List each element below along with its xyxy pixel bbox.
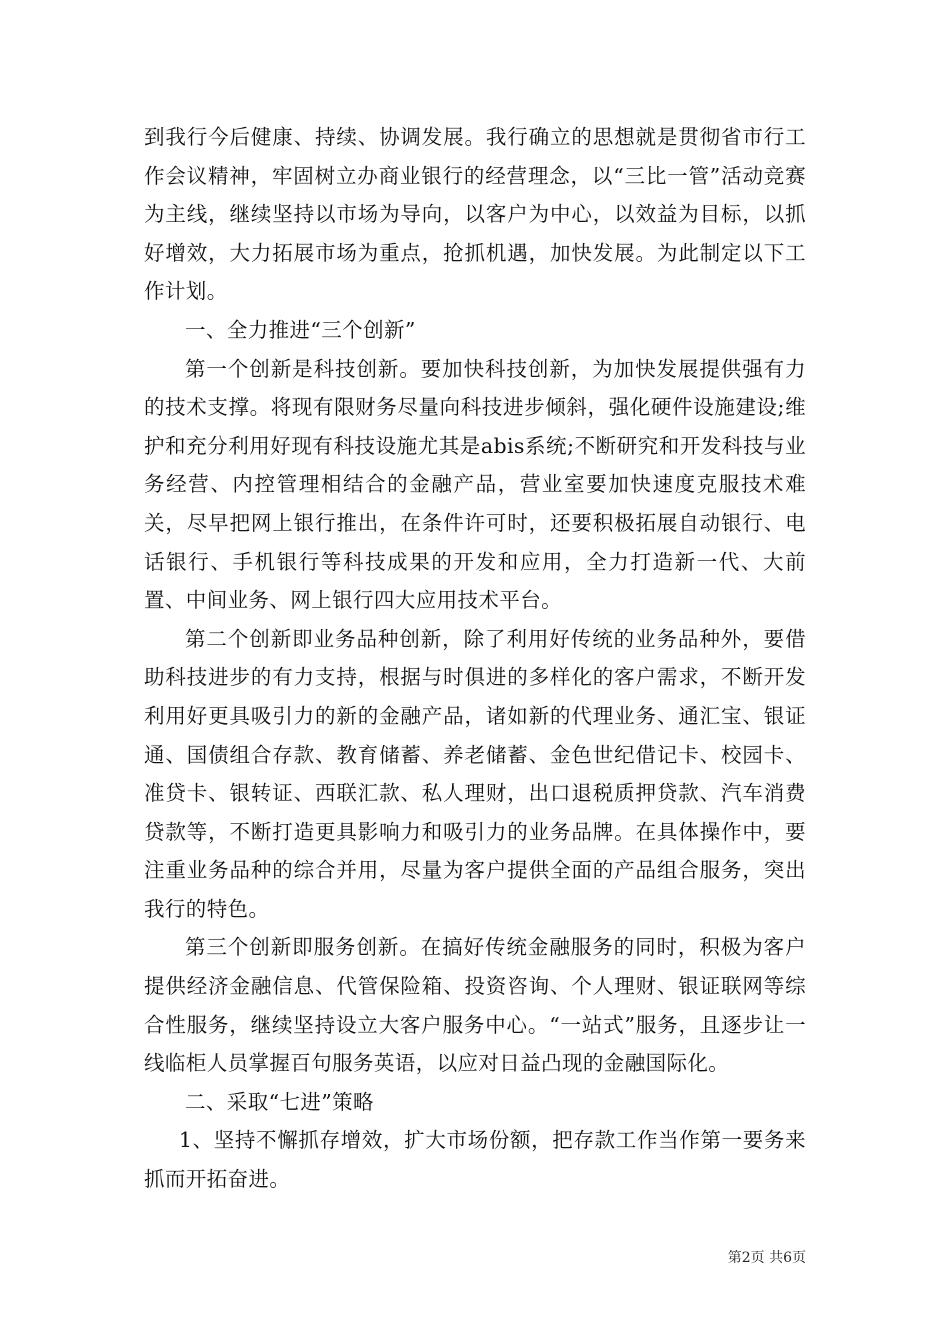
page-prefix: 第: [727, 1250, 742, 1266]
section-heading-seven-strategies: 二、采取“七进”策略: [185, 1089, 374, 1114]
paragraph-item-1: 1、坚持不懈抓存增效，扩大市场份额，把存款工作当作第一要务来抓而开拓奋进。: [144, 1128, 806, 1192]
paragraph-service-innovation: 第三个创新即服务创新。在搞好传统金融服务的同时，积极为客户提供经济金融信息、代管保险箱、投资咨询、个人理财、银证联网等综合性服务，继续坚持设立大客户服务中心。“一站式”服务，且逐步让一线临柜人员掌握百句服务英语，以应对日益凸现的金融国际化。: [144, 935, 806, 1076]
paragraph-product-innovation: 第二个创新即业务品种创新，除了利用好传统的业务品种外，要借助科技进步的有力支持，根据与时俱进的多样化的客户需求，不断开发利用好更具吸引力的新的金融产品，诸如新的代理业务、通汇宝、银证通、国债组合存款、教育储蓄、养老储蓄、金色世纪借记卡、校园卡、准贷卡、银转证、西联汇款、私人理财，出口退税质押贷款、汽车消费贷款等，不断打造更具影响力和吸引力的业务品牌。在具体操作中，要注重业务品种的综合并用，尽量为客户提供全面的产品组合服务，突出我行的特色。: [144, 626, 806, 921]
paragraph-continuation: 到我行今后健康、持续、协调发展。我行确立的思想就是贯彻省市行工作会议精神，牢固树立办商业银行的经营理念，以“三比一管”活动竞赛为主线，继续坚持以市场为导向，以客户为中心，以效益为目标，以抓好增效，大力拓展市场为重点，抢抓机遇，加快发展。为此制定以下工作计划。: [144, 125, 806, 304]
section-heading-three-innovations: 一、全力推进“三个创新”: [185, 317, 416, 342]
document-body: [144, 118, 806, 1199]
paragraph-tech-innovation: 第一个创新是科技创新。要加快科技创新，为加快发展提供强有力的技术支撑。将现有限财务尽量向科技进步倾斜，强化硬件设施建设;维护和充分利用好现有科技设施尤其是abis系统;不断研究和开发科技与业务经营、内控管理相结合的金融产品，营业室要加快速度克服技术难关，尽早把网上银行推出，在条件许可时，还要积极拓展自动银行、电话银行、手机银行等科技成果的开发和应用，全力打造新一代、大前置、中间业务、网上银行四大应用技术平台。: [144, 356, 806, 613]
page-total: 6: [783, 1250, 792, 1266]
page-footer: [728, 1247, 806, 1267]
page-middle: 页 共: [750, 1250, 784, 1266]
page-number: 2: [741, 1250, 751, 1266]
page-suffix: 页: [792, 1250, 806, 1266]
